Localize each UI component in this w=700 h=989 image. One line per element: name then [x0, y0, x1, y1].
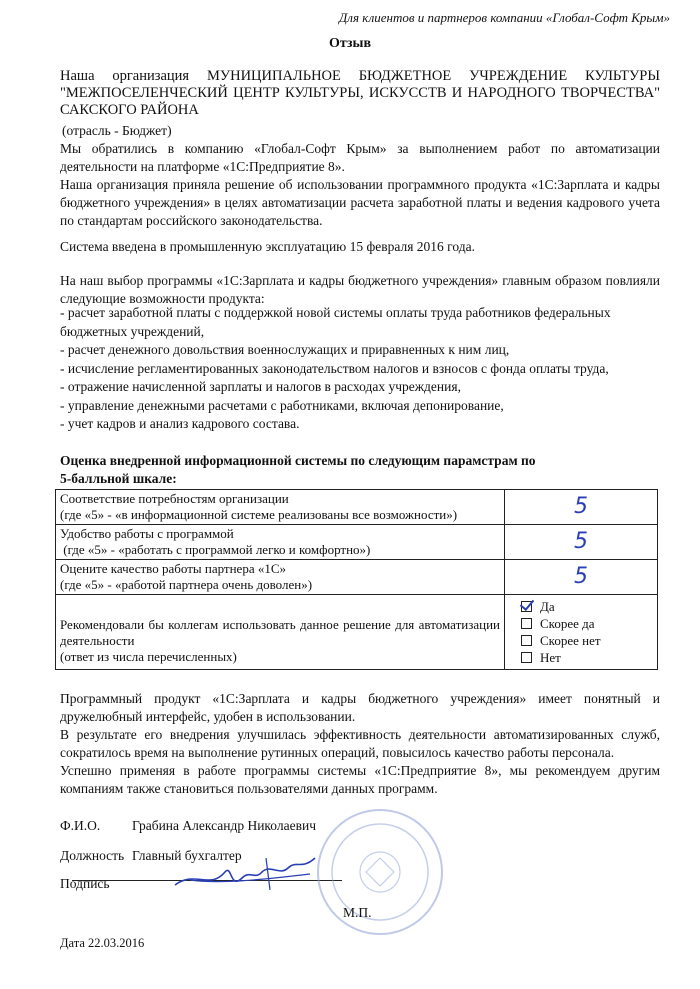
organization-prefix: Наша организация — [60, 68, 207, 84]
option-no[interactable] — [521, 649, 653, 666]
score-cell: 5 — [505, 490, 658, 525]
recommend-note: (ответ из числа перечисленных) — [60, 649, 237, 664]
option-rather-yes[interactable] — [521, 615, 653, 632]
criterion-hint: (где «5» - «работать с программой легко и комфортно») — [60, 542, 371, 557]
header-note: Для клиентов и партнеров компании «Глобал-Софт Крым» — [339, 10, 670, 25]
criterion-hint: (где «5» - «работой партнера очень доволен») — [60, 577, 313, 592]
criterion-title: Оцените качество работы партнера «1С» — [60, 561, 287, 576]
signature-icon — [170, 850, 320, 900]
organization-paragraph — [60, 68, 660, 119]
commissioning-paragraph: Система введена в промышленную эксплуатацию 15 февраля 2016 года. — [60, 239, 475, 254]
table-row — [56, 525, 658, 560]
recommend-question: Рекомендовали бы коллегам использовать данное решение для автоматизации деятельности — [60, 617, 500, 648]
conclusion-paragraph: Программный продукт «1С:Зарплата и кадры бюджетного учреждения» имеет понятный и дружелюбный интерфейс, удобен в использовании. — [60, 691, 660, 724]
list-item: - исчисление регламентированных законодательством налогов и взносов с фонда оплаты труда, — [60, 360, 609, 376]
recommend-options — [509, 596, 653, 668]
table-row — [56, 560, 658, 595]
option-label: Скорее да — [540, 616, 595, 631]
conclusion-paragraph: Успешно применяя в работе программы системы «1С:Предприятие 8», мы рекомендуем другим компаниям также становиться пользователями данных программ. — [60, 763, 660, 796]
criterion-hint: (где «5» - «в информационной системе реализованы все возможности») — [60, 507, 458, 522]
score-cell: 5 — [505, 525, 658, 560]
name-label: Ф.И.О. — [60, 818, 101, 833]
option-label: Да — [540, 599, 555, 614]
table-row — [56, 595, 658, 670]
recommend-options-cell — [505, 595, 658, 670]
intro-paragraph: Мы обратились в компанию «Глобал-Софт Крым» за выполнением работ по автоматизации деятельности на платформе «1С:Предприятие 8». — [60, 141, 660, 174]
option-label: Нет — [540, 650, 561, 665]
sign-row — [60, 876, 132, 892]
choice-paragraph: На наш выбор программы «1С:Зарплата и кадры бюджетного учреждения» главным образом повлияли следующие возможности продукта: — [60, 273, 660, 306]
score-cell: 5 — [505, 560, 658, 595]
checkbox[interactable] — [521, 652, 532, 663]
checkbox-checked[interactable] — [521, 601, 532, 612]
organization-name: МУНИЦИПАЛЬНОЕ БЮДЖЕТНОЕ УЧРЕЖДЕНИЕ КУЛЬТУРЫ "МЕЖПОСЕЛЕНЧЕСКИЙ ЦЕНТР КУЛЬТУРЫ, ИСКУССТВ И НАРОДНОГО ТВОРЧЕСТВА" САКСКОГО РАЙОНА — [60, 68, 660, 118]
rating-heading-line: 5-балльной шкале: — [60, 471, 177, 486]
rating-table — [55, 489, 658, 670]
list-item: - управление денежными расчетами с работниками, включая депонирование, — [60, 397, 504, 413]
option-label: Скорее нет — [540, 633, 601, 648]
document-title: Отзыв — [328, 36, 372, 51]
rating-heading-line: Оценка внедренной информационной системы по следующим парамстрам по — [60, 453, 536, 468]
criterion-cell — [56, 490, 505, 525]
list-item: - расчет заработной платы с поддержкой новой системы оплаты труда работников федеральных бюджетных учреждений, — [60, 305, 611, 339]
stamp-place-label: М.П. — [343, 905, 372, 920]
industry-note: (отрасль - Бюджет) — [62, 123, 172, 138]
position-label: Должность — [60, 848, 125, 863]
checkbox[interactable] — [521, 618, 532, 629]
criterion-title: Соответствие потребностям организации — [60, 491, 289, 506]
list-item: - отражение начисленной зарплаты и налогов в расходах учреждения, — [60, 379, 461, 394]
criterion-title: Удобство работы с программой — [60, 526, 234, 541]
conclusion — [60, 690, 660, 798]
recommend-question-cell — [56, 595, 505, 670]
checkbox[interactable] — [521, 635, 532, 646]
list-item: - учет кадров и анализ кадрового состава. — [60, 416, 300, 431]
name-value: Грабина Александр Николаевич — [132, 818, 316, 833]
option-rather-no[interactable] — [521, 632, 653, 649]
criterion-cell — [56, 560, 505, 595]
position-value: Главный бухгалтер — [132, 848, 242, 863]
feature-list — [60, 304, 660, 434]
conclusion-paragraph: В результате его внедрения улучшилась эффективность деятельности автоматизированных служб, сократилось время на выполнение рутинных операций, повысилось качество работы персонала. — [60, 727, 660, 760]
decision-paragraph: Наша организация приняла решение об использовании программного продукта «1С:Зарплата и кадры бюджетного учреждения» в целях автоматизации расчета заработной платы и ведения кадрового учета по стандартам российского законодательства. — [60, 177, 660, 228]
sign-label: Подпись — [60, 876, 110, 891]
date: Дата 22.03.2016 — [60, 936, 145, 950]
list-item: - расчет денежного довольствия военнослужащих и приравненных к ним лиц, — [60, 342, 510, 357]
table-row — [56, 490, 658, 525]
option-yes[interactable] — [521, 598, 653, 615]
rating-heading — [60, 452, 580, 488]
criterion-cell — [56, 525, 505, 560]
